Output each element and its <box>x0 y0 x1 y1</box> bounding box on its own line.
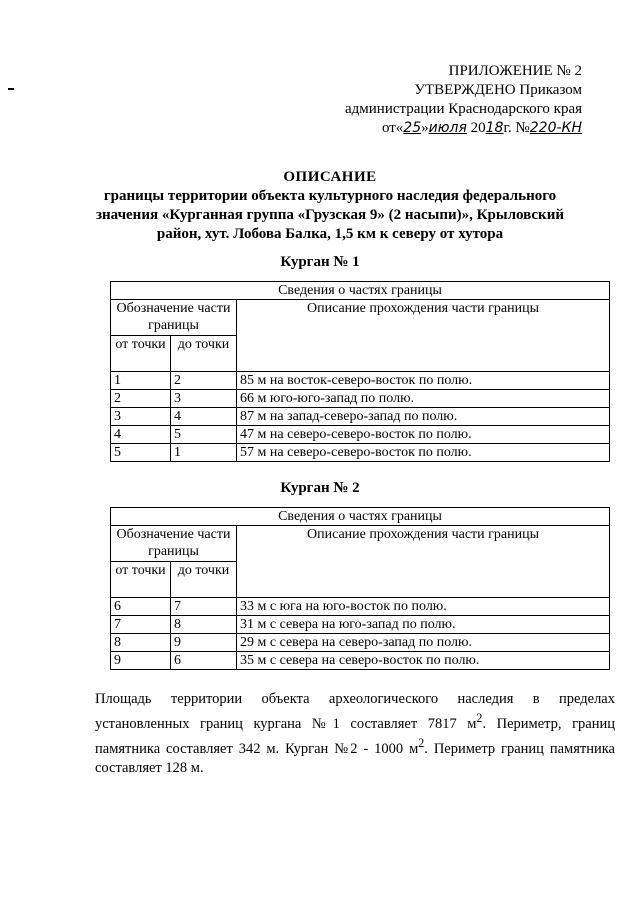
from-cell: 4 <box>111 426 171 444</box>
kurgan-2-table <box>110 507 610 670</box>
to-cell: 3 <box>171 390 237 408</box>
designation-header: Обозначение части границы <box>111 526 237 562</box>
issuing-authority: администрации Краснодарского края <box>344 101 582 117</box>
kurgan-1-table <box>110 281 610 462</box>
year-prefix: 20 <box>466 120 486 136</box>
handwritten-day: 25 <box>403 120 422 136</box>
to-cell: 8 <box>171 616 237 634</box>
approval-header <box>345 62 582 138</box>
summary-paragraph <box>95 690 615 778</box>
from-cell: 5 <box>111 444 171 462</box>
table-row <box>111 598 610 616</box>
approved-by: УТВЕРЖДЕНО Приказом <box>414 82 582 98</box>
number-prefix: г. № <box>503 120 530 136</box>
description-cell: 66 м юго-юго-запад по полю. <box>237 390 610 408</box>
summary-part-1: Площадь территории объекта археологического наследия в пределах установленных границ кургана №1 составляет 7817 м <box>95 691 615 732</box>
description-cell: 47 м на северо-северо-восток по полю. <box>237 426 610 444</box>
handwritten-order-number: 220-КН <box>529 120 582 136</box>
table-row <box>111 372 610 390</box>
to-cell: 7 <box>171 598 237 616</box>
summary-part-3: . Периметр границ памятника составляет 128 м. <box>95 740 615 776</box>
document-title <box>80 168 580 244</box>
title-line-2: значения «Курганная группа «Грузская 9» (2 насыпи)», Крыловский <box>96 207 564 223</box>
description-cell: 29 м с севера на северо-запад по полю. <box>237 634 610 652</box>
from-point-header: от точки <box>111 336 171 372</box>
superscript-squared: 2 <box>418 735 425 750</box>
table-caption: Сведения о частях границы <box>111 282 610 300</box>
from-cell: 7 <box>111 616 171 634</box>
description-cell: 57 м на северо-северо-восток по полю. <box>237 444 610 462</box>
from-point-header: от точки <box>111 562 171 598</box>
superscript-squared: 2 <box>476 711 483 725</box>
description-cell: 35 м с севера на северо-восток по полю. <box>237 652 610 670</box>
to-cell: 9 <box>171 634 237 652</box>
description-cell: 31 м с севера на юго-запад по полю. <box>237 616 610 634</box>
title-line-3: район, хут. Лобова Балка, 1,5 км к северу от хутора <box>156 226 504 242</box>
description-cell: 33 м с юга на юго-восток по полю. <box>237 598 610 616</box>
order-date-line <box>345 119 582 138</box>
from-cell: 1 <box>111 372 171 390</box>
table-row <box>111 634 610 652</box>
description-cell: 85 м на восток-северо-восток по полю. <box>237 372 610 390</box>
kurgan-2-title: Курган № 2 <box>280 480 360 496</box>
from-cell: 2 <box>111 390 171 408</box>
to-cell: 5 <box>171 426 237 444</box>
from-cell: 8 <box>111 634 171 652</box>
table-row <box>111 408 610 426</box>
handwritten-year: 18 <box>485 120 504 136</box>
table-row <box>111 444 610 462</box>
margin-dash-mark <box>8 88 14 90</box>
to-cell: 6 <box>171 652 237 670</box>
title-line-1: границы территории объекта культурного наследия федерального <box>103 188 557 204</box>
title-main: ОПИСАНИЕ <box>283 169 377 185</box>
summary-part-2: . Периметр, границ памятника составляет 342 м. Курган №2 - 1000 м <box>95 715 615 757</box>
to-cell: 4 <box>171 408 237 426</box>
to-cell: 1 <box>171 444 237 462</box>
from-cell: 9 <box>111 652 171 670</box>
table-caption: Сведения о частях границы <box>111 508 610 526</box>
description-header: Описание прохождения части границы <box>237 300 610 372</box>
handwritten-month: июля <box>428 120 467 136</box>
to-cell: 2 <box>171 372 237 390</box>
appendix-number: ПРИЛОЖЕНИЕ № 2 <box>448 63 582 79</box>
kurgan-1-title: Курган № 1 <box>280 254 360 270</box>
to-point-header: до точки <box>171 336 237 372</box>
from-cell: 6 <box>111 598 171 616</box>
table-row <box>111 426 610 444</box>
table-row <box>111 390 610 408</box>
description-header: Описание прохождения части границы <box>237 526 610 598</box>
date-mid: » <box>421 120 429 136</box>
to-point-header: до точки <box>171 562 237 598</box>
description-cell: 87 м на запад-северо-запад по полю. <box>237 408 610 426</box>
table-row <box>111 616 610 634</box>
date-prefix: от« <box>381 120 404 136</box>
from-cell: 3 <box>111 408 171 426</box>
designation-header: Обозначение части границы <box>111 300 237 336</box>
table-row <box>111 652 610 670</box>
